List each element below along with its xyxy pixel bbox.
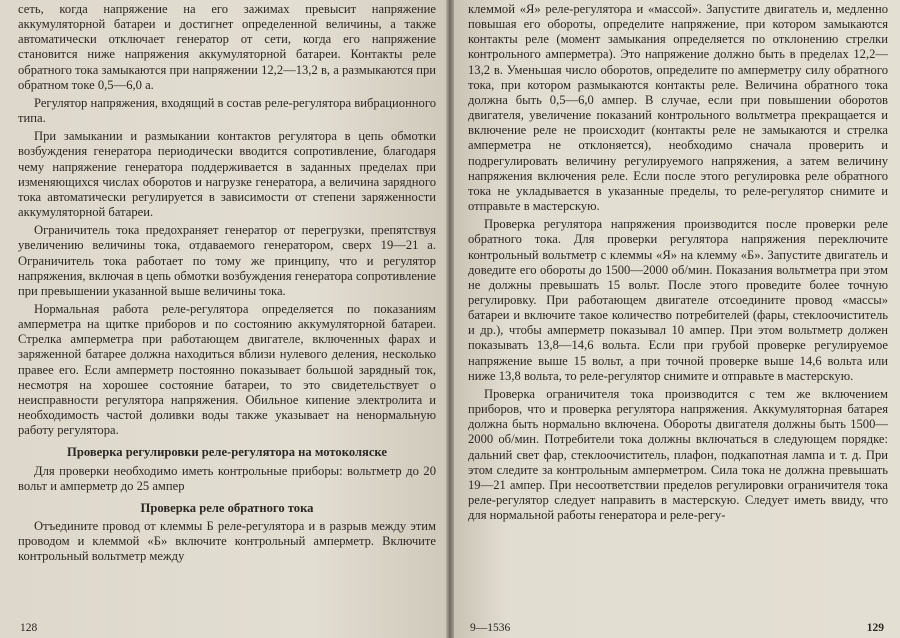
- paragraph: Нормальная работа реле-регулятора определяется по показаниям амперметра на щитке приборов и по состоянию аккумуляторной батареи. Стрелка амперметра при работающем двигателе, включенных фарах и заряженной батарее должна находиться вблизи нулевого деления, несколько правее его. Если амперметр постоянно показывает большой зарядный ток, несмотря на хорошее состояние батареи, то это свидетельствует о неисправности регулятора напряжения. Обильное кипение электролита и необходимость частой доливки воды также указывает на ненормальную работу регулятора.: [18, 301, 436, 438]
- page-number: 129: [866, 622, 884, 634]
- book-gutter: [446, 0, 454, 638]
- section-heading: Проверка реле обратного тока: [140, 500, 314, 515]
- paragraph: клеммой «Я» реле-регулятора и «массой». Запустите двигатель и, медленно повышая его обороты, определите напряжение, при котором замыкаются контакты реле (момент замыкания определяется по отклонению стрелки контрольного амперметра). Это напряжение должно быть в пределах 12,2—13,2 в. Уменьшая число оборотов, определите по амперметру силу обратного тока, при котором размыкаются контакты реле. Величина обратного тока должна быть 0,5—6,0 ампер. В случае, если при повышении оборотов двигателя, увеличение показаний контрольного вольтметра прекращается и включение реле не происходит (контакты реле не замыкаются и стрелка амперметра не отклоняется), необходимо сначала проверить и подрегулировать величину регулируемого напряжения, а затем величину напряжения включения реле. Если после этого регулировка реле обратного тока не укладывается в указанные пределы, то реле-регулятор снимите и отправьте в мастерскую.: [468, 2, 888, 214]
- left-page: [0, 0, 446, 638]
- paragraph: Регулятор напряжения, входящий в состав реле-регулятора вибрационного типа.: [18, 95, 436, 126]
- paragraph: Проверка регулятора напряжения производится после проверки реле обратного тока. Для проверки регулятора напряжения переключите контрольный вольтметр с клеммы «Я» на клемму «Б». Запустите двигатель и доведите его обороты до 1500—2000 об/мин. Показания вольтметра при этом не должны превышать 15 вольт. После этого проведите более точную регулировку. При работающем двигателе отсоедините провод «массы» батареи и включите такое количество потребителей (фары, стеклоочиститель и др.), чтобы амперметр показывал 10 ампер. При этом вольтметр должен показывать 13,8—14,6 вольта. Если при грубой проверке регулируемое напряжение выше 15 вольт, а при точной проверке выше 14,6 вольта или ниже 13,8 вольта, то реле-регулятор снимите и отправьте в мастерскую.: [468, 217, 888, 383]
- signature-mark: 9—1536: [470, 622, 511, 634]
- paragraph: Ограничитель тока предохраняет генератор от перегрузки, препятствуя увеличению величины тока, отдаваемого генератором, сверх 19—21 а. Ограничитель тока работает по тому же принципу, что и регулятор напряжения, включая в цепь обмотки возбуждения генератора сопротивление при превышении указанной выше величины тока.: [18, 223, 436, 298]
- paragraph: При замыкании и размыкании контактов регулятора в цепь обмотки возбуждения генератора периодически вводится сопротивление, благодаря чему напряжение генератора поддерживается в заданных пределах при изменяющихся числах оборотов и нагрузке генератора, а величина зарядного тока автоматически регулируется в зависимости от степени заряженности аккумуляторной батареи.: [18, 129, 436, 220]
- paragraph: Отъедините провод от клеммы Б реле-регулятора и в разрыв между этим проводом и клеммой «Б» включите контрольный амперметр. Включите контрольный вольтметр между: [18, 519, 436, 564]
- paragraph: сеть, когда напряжение на его зажимах превысит напряжение аккумуляторной батареи и достигнет определенной величины, а также автоматически отключает генератор от сети, когда его напряжение становится ниже напряжения аккумуляторной батареи. Контакты реле обратного тока замыкаются при напряжении 12,2—13,2 в, а размыкаются при обратном токе 0,5—6,0 а.: [18, 2, 436, 92]
- right-page: [454, 0, 900, 638]
- page-number: 128: [20, 622, 38, 634]
- paragraph: Проверка ограничителя тока производится с тем же включением приборов, что и проверка регулятора напряжения. Аккумуляторная батарея должна быть нормально включена. Обороты двигателя должны быть 1500—2000 об/мин. Потребители тока должны включаться в следующем порядке: дальний свет фар, стеклоочиститель, плафон, подкапотная лампа и т. д. При этом следите за контрольным амперметром. Сила тока не должна превышать 19—21 ампер. При несоответствии пределов регулировки ограничителя тока реле-регулятор следует направить в мастерскую. Следует иметь ввиду, что для нормальной работы генератора и реле-регу-: [468, 386, 888, 523]
- paragraph: Для проверки необходимо иметь контрольные приборы: вольтметр до 20 вольт и амперметр до 25 ампер: [18, 463, 436, 493]
- section-heading: Проверка регулировки реле-регулятора на мотоколяске: [67, 445, 387, 460]
